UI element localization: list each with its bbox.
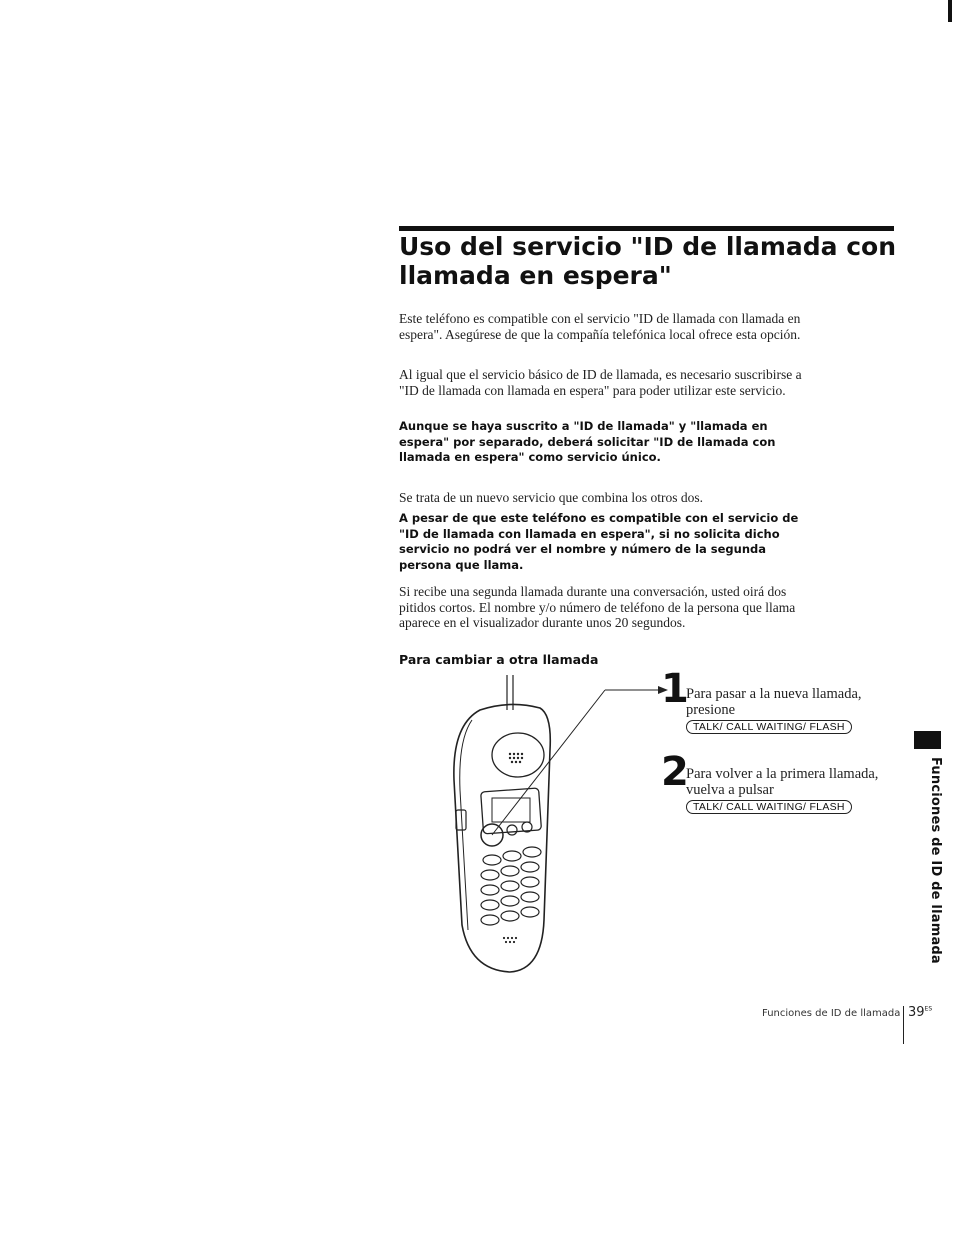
step-1-number: 1 [661, 666, 689, 712]
step-1-text: Para pasar a la nueva llamada, presione [686, 686, 862, 718]
page-title: Uso del servicio "ID de llamada con llamada en espera" [399, 232, 897, 290]
talk-call-waiting-flash-key-2: TALK/ CALL WAITING/ FLASH [686, 800, 852, 814]
page-number: $39^{ES}$ [908, 1005, 933, 1020]
paragraph-4: Si recibe una segunda llamada durante una conversación, usted oirá dos pitidos cortos. El nombre y/o número de teléfono de la persona que llama aparece en el visualizador durante unos 20 segundos. [399, 584, 796, 630]
paragraph-3: Se trata de un nuevo servicio que combina los otros dos. [399, 490, 704, 505]
footer-divider [903, 1006, 904, 1044]
subheading: Para cambiar a otra llamada [399, 652, 599, 667]
cordless-phone-illustration [440, 670, 680, 980]
page-edge-mark [948, 0, 952, 22]
section-tab-label: Funciones de ID de llamada [928, 757, 943, 964]
step-2-text: Para volver a la primera llamada, vuelva a pulsar [686, 766, 879, 798]
section-tab-marker [914, 731, 941, 749]
title-rule [399, 226, 894, 231]
talk-call-waiting-flash-key-1: TALK/ CALL WAITING/ FLASH [686, 720, 852, 734]
page-suffix: ES [924, 1005, 933, 1013]
step-2-number: 2 [661, 749, 689, 795]
footer-section: Funciones de ID de llamada [762, 1008, 901, 1019]
paragraph-1: Este teléfono es compatible con el servicio "ID de llamada con llamada en espera". Asegúrese de que la compañía telefónica local ofrece esta opción. [399, 311, 801, 342]
notice-1: Aunque se haya suscrito a "ID de llamada" y "llamada en espera" por separado, deberá solicitar "ID de llamada con llamada en espera" como servicio único. [399, 419, 776, 464]
notice-2: A pesar de que este teléfono es compatible con el servicio de "ID de llamada con llamada en espera", si no solicita dicho servicio no podrá ver el nombre y número de la segunda persona que llama. [399, 511, 799, 572]
paragraph-2: Al igual que el servicio básico de ID de llamada, es necesario suscribirse a "ID de llamada con llamada en espera" para poder utilizar este servicio. [399, 367, 802, 398]
